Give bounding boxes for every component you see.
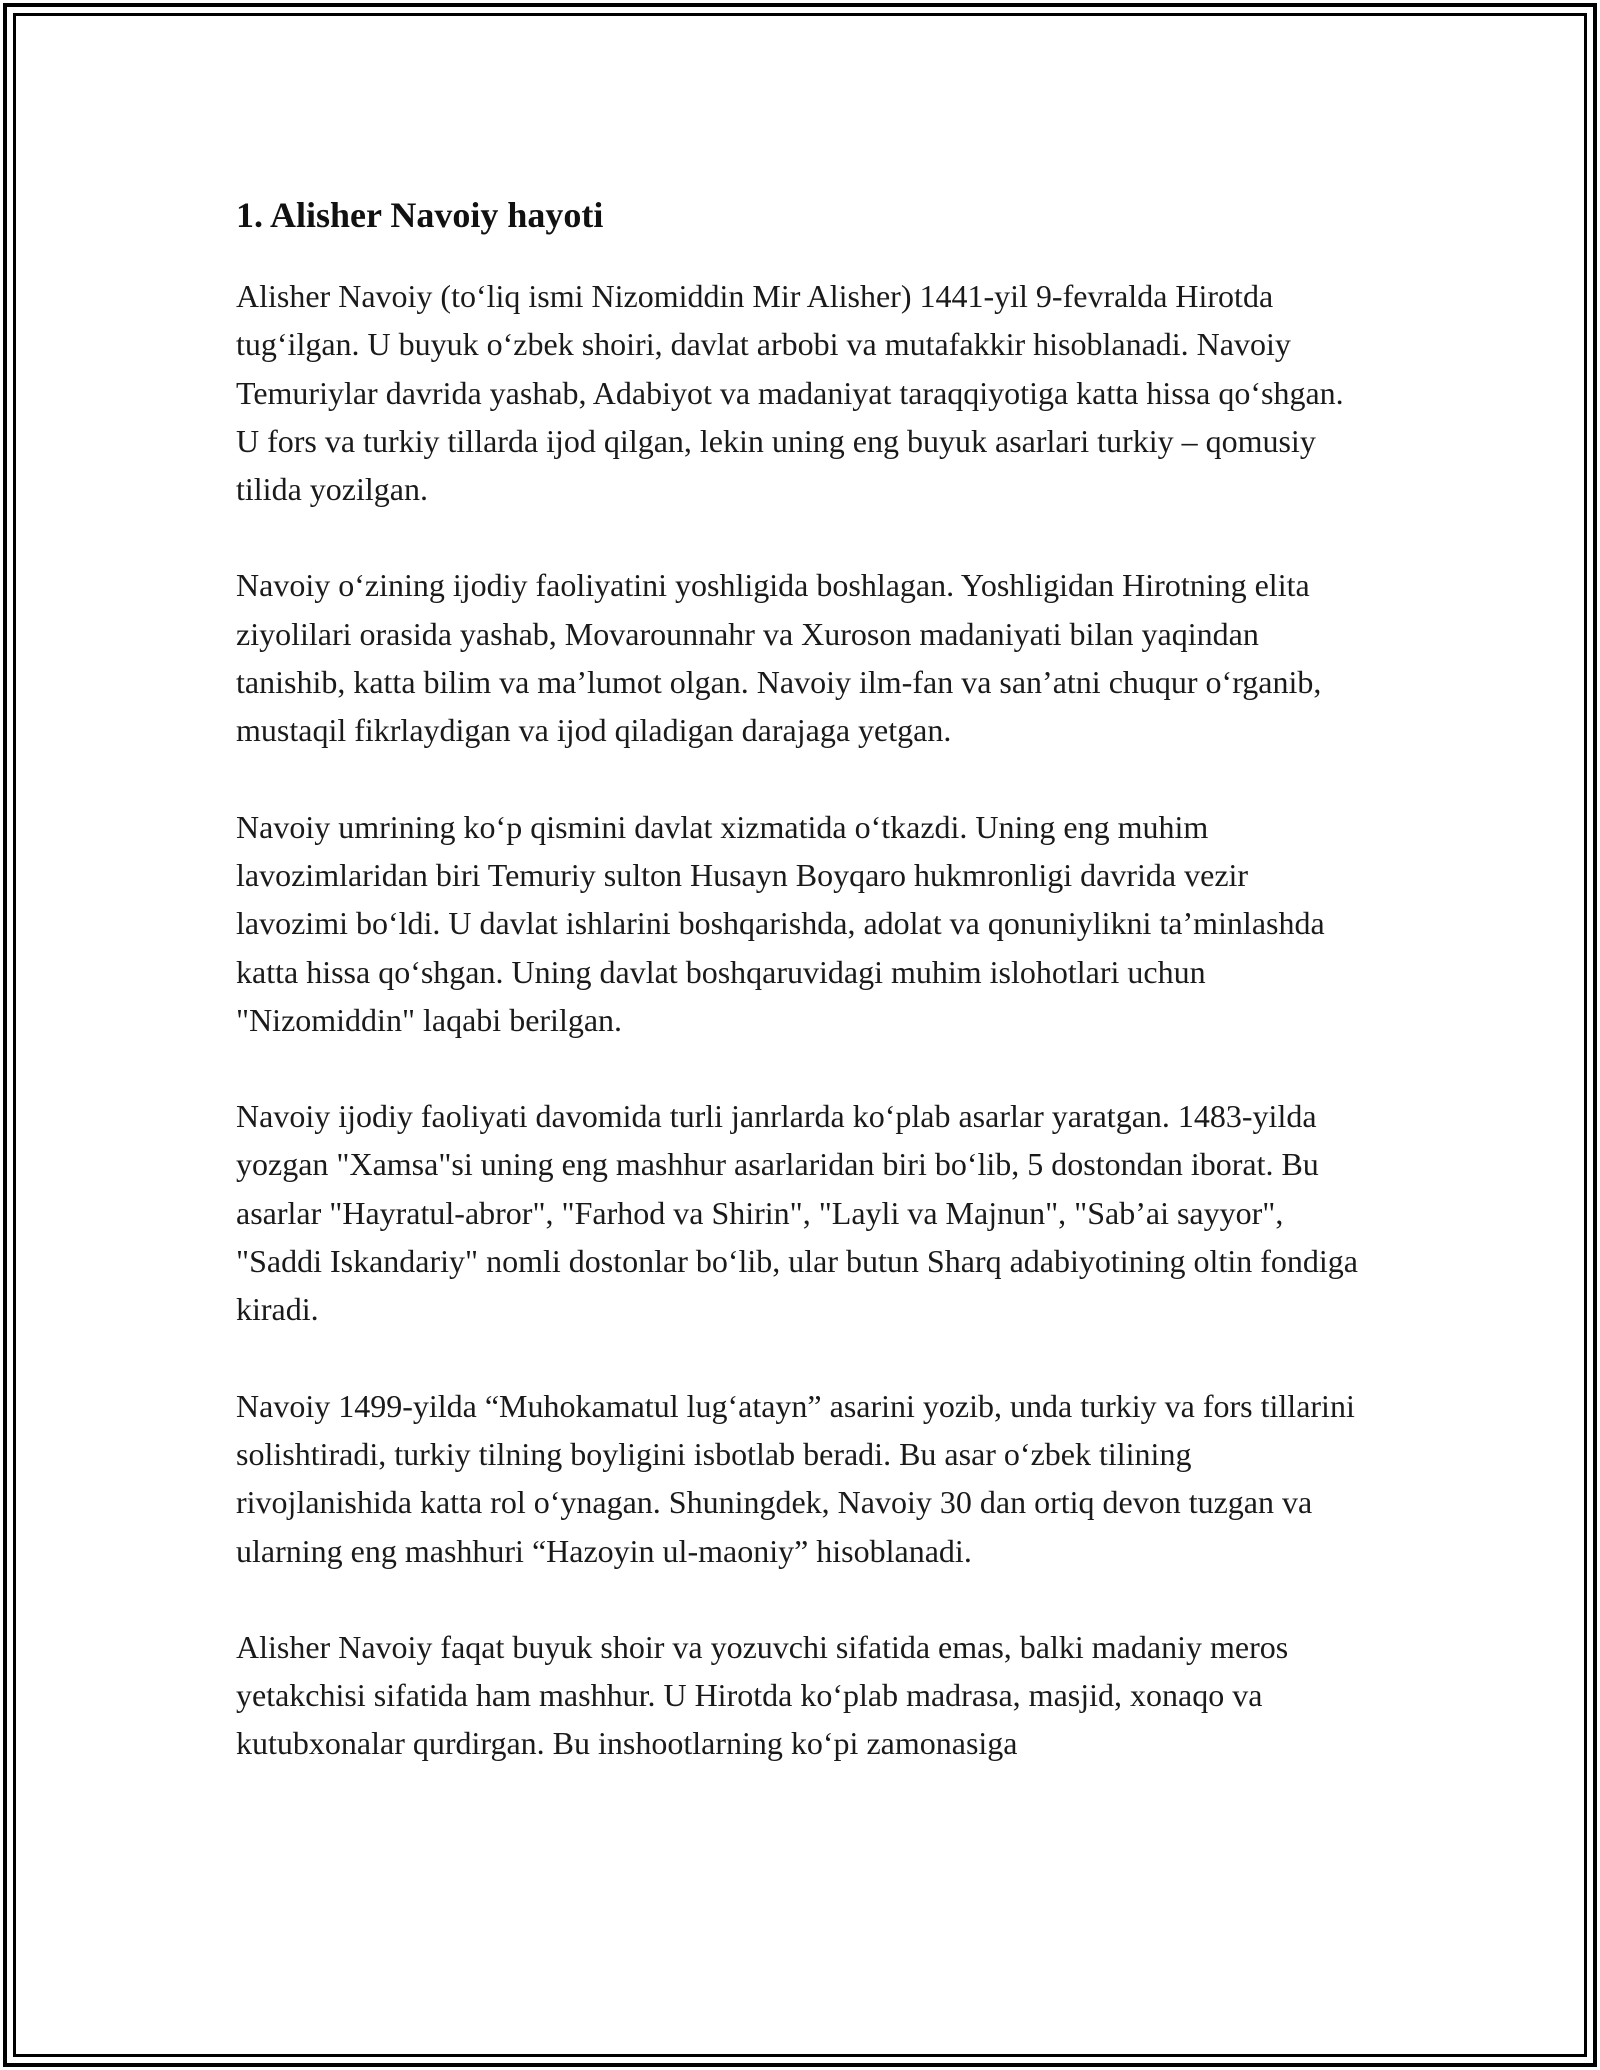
document-body bbox=[236, 184, 1366, 1816]
paragraph-6: Alisher Navoiy faqat buyuk shoir va yozuvchi sifatida emas, balki madaniy meros yetakchisi sifatida ham mashhur. U Hirotda ko‘plab madrasa, masjid, xonaqo va kutubxonalar qurdirgan. Bu inshootlarning ko‘pi zamonasiga bbox=[236, 1628, 1289, 1762]
paragraph-1: Alisher Navoiy (to‘liq ismi Nizomiddin Mir Alisher) 1441-yil 9-fevralda Hirotda tug‘ilgan. U buyuk o‘zbek shoiri, davlat arbobi va mutafakkir hisoblanadi. Navoiy Temuriylar davrida yashab, Adabiyot va madaniyat taraqqiyotiga katta hissa qo‘shgan. U fors va turkiy tillarda ijod qilgan, lekin uning eng buyuk asarlari turkiy – qomusiy tilida yozilgan. bbox=[236, 278, 1344, 508]
paragraph-3: Navoiy umrining ko‘p qismini davlat xizmatida o‘tkazdi. Uning eng muhim lavozimlaridan biri Temuriy sulton Husayn Boyqaro hukmronligi davrida vezir lavozimi bo‘ldi. U davlat ishlarini boshqarishda, adolat va qonuniylikni ta’minlashda katta hissa qo‘shgan. Uning davlat boshqaruvidagi muhim islohotlari uchun "Nizomiddin" laqabi berilgan. bbox=[236, 808, 1325, 1038]
paragraph-2: Navoiy o‘zining ijodiy faoliyatini yoshligida boshlagan. Yoshligidan Hirotning elita ziyolilari orasida yashab, Movarounnahr va Xuroson madaniyati bilan yaqindan tanishib, katta bilim va ma’lumot olgan. Navoiy ilm-fan va san’atni chuqur o‘rganib, mustaqil fikrlaydigan va ijod qiladigan darajaga yetgan. bbox=[236, 567, 1322, 749]
paragraph-4: Navoiy ijodiy faoliyati davomida turli janrlarda ko‘plab asarlar yaratgan. 1483-yilda yozgan "Xamsa"si uning eng mashhur asarlaridan biri bo‘lib, 5 dostondan iborat. Bu asarlar "Hayratul-abror", "Farhod va Shirin", "Layli va Majnun", "Sab’ai sayyor", "Saddi Iskandariy" nomli dostonlar bo‘lib, ular butun Sharq adabiyotining oltin fondiga kiradi. bbox=[236, 1098, 1358, 1328]
section-heading: 1. Alisher Navoiy hayoti bbox=[236, 195, 604, 235]
paragraph-5: Navoiy 1499-yilda “Muhokamatul lug‘atayn” asarini yozib, unda turkiy va fors tillarini solishtiradi, turkiy tilning boyligini isbotlab beradi. Bu asar o‘zbek tilining rivojlanishida katta rol o‘ynagan. Shuningdek, Navoiy 30 dan ortiq devon tuzgan va ularning eng mashhuri “Hazoyin ul-maoniy” hisoblanadi. bbox=[236, 1387, 1355, 1569]
